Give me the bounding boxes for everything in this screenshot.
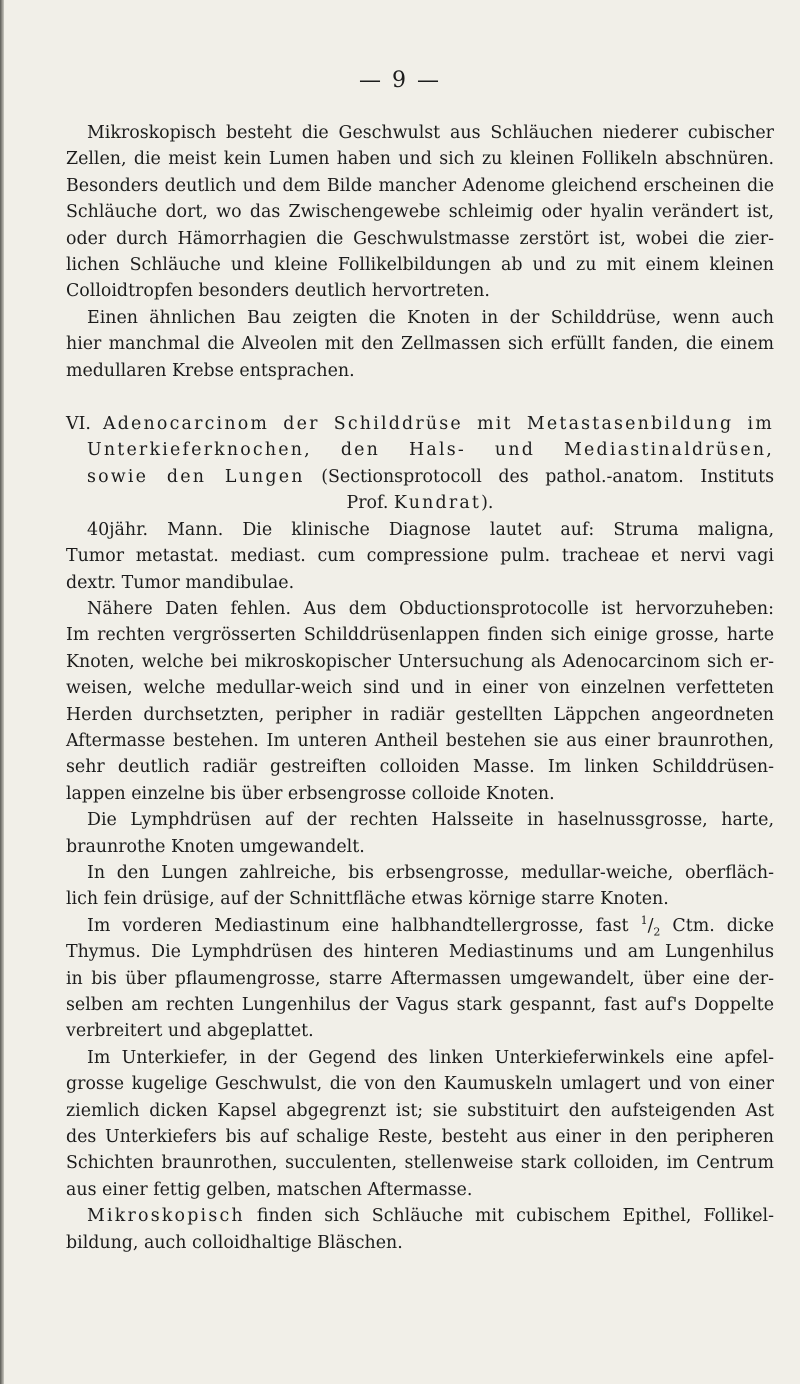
text-line: verbreitert und abgeplattet.	[66, 1021, 314, 1042]
text-line: ziemlich dicken Kapsel abgegrenzt ist; sie substituirt den aufsteigenden Ast	[66, 1100, 774, 1121]
text-line: Colloidtropfen besonders deutlich hervortreten.	[66, 281, 490, 302]
heading-prof: Prof.	[346, 493, 394, 514]
text-fragment: Im vorderen Mediastinum eine halbhandtellergrosse, fast	[87, 915, 641, 936]
text-line: Aftermasse bestehen. Im unteren Antheil bestehen sie aus einer braunrothen,	[66, 730, 774, 751]
heading-title-spaced: Adenocarcinom der Schilddrüse mit Metastasenbildung im	[102, 414, 774, 435]
page-spine-edge	[0, 0, 4, 1384]
text-line: des Unterkiefers bis auf schalige Reste, besteht aus einer in den peripheren	[66, 1127, 774, 1148]
text-line: Herden durchsetzten, peripher in radiär gestellten Läppchen angeordneten	[66, 704, 774, 725]
text-line: Thymus. Die Lymphdrüsen des hinteren Mediastinums und am Lungenhilus	[66, 942, 774, 963]
text-line: Im Unterkiefer, in der Gegend des linken Unterkieferwinkels eine apfel-	[87, 1047, 774, 1068]
text-line: Tumor metastat. mediast. cum compressione pulm. tracheae et nervi vagi	[66, 546, 774, 567]
heading-spaced-part: sowie den Lungen	[87, 466, 305, 487]
text-line: lappen einzelne bis über erbsengrosse colloide Knoten.	[66, 783, 555, 804]
text-line: grosse kugelige Geschwulst, die von den Kaumuskeln umlagert und von einer	[66, 1074, 774, 1095]
text-line: bildung, auch colloidhaltige Bläschen.	[66, 1232, 403, 1253]
text-line: dextr. Tumor mandibulae.	[66, 572, 295, 593]
text-line: Die Lymphdrüsen auf der rechten Halsseite in haselnussgrosse, harte,	[87, 810, 774, 831]
body-text	[66, 120, 774, 1256]
text-line: hier manchmal die Alveolen mit den Zellmassen sich erfüllt fanden, die einem	[66, 334, 774, 355]
fraction-numerator: 1	[640, 913, 648, 927]
case-heading	[66, 411, 774, 517]
heading-author: Kundrat	[393, 493, 482, 514]
paragraph-mandible	[66, 1045, 774, 1203]
text-line: Schläuche dort, wo das Zwischengewebe schleimig oder hyalin verändert ist,	[66, 202, 774, 223]
text-line: Besonders deutlich und dem Bilde mancher Adenome gleichend erscheinen die	[66, 175, 774, 196]
section-gap	[66, 384, 774, 411]
text-line: Mikroskopisch besteht die Geschwulst aus Schläuchen niederer cubischer	[87, 123, 774, 143]
heading-line: Unterkieferknochen, den Hals- und Mediastinaldrüsen,	[87, 440, 774, 461]
heading-line	[66, 490, 774, 516]
text-line: Nähere Daten fehlen. Aus dem Obductionsprotocolle ist hervorzuheben:	[87, 598, 774, 619]
paragraph-microscopy	[66, 120, 774, 305]
text-line: lich fein drüsige, auf der Schnittfläche etwas körnige starre Knoten.	[66, 889, 669, 910]
paragraph-lungs	[66, 860, 774, 913]
page-number: — 9 —	[359, 68, 441, 93]
text-line: Zellen, die meist kein Lumen haben und sich zu kleinen Follikeln abschnüren.	[66, 149, 774, 170]
paragraph-microscopy-findings	[66, 1203, 774, 1256]
fraction-denominator: 2	[653, 925, 661, 939]
text-line: Knoten, welche bei mikroskopischer Untersuchung als Adenocarcinom sich er-	[66, 651, 774, 672]
text-line: lichen Schläuche und kleine Follikelbildungen ab und zu mit einem kleinen	[66, 255, 774, 276]
text-line: braunrothe Knoten umgewandelt.	[66, 836, 365, 857]
fraction-slash: /	[647, 915, 654, 936]
text-line	[66, 913, 774, 939]
paragraph-thyroid-nodes	[66, 305, 774, 384]
text-line: sehr deutlich radiär gestreiften colloiden Masse. Im linken Schilddrüsen-	[66, 757, 774, 778]
text-line: in bis über pflaumengrosse, starre Aftermassen umgewandelt, über eine der-	[66, 968, 774, 989]
paragraph-lymph-nodes	[66, 807, 774, 860]
heading-close: ).	[481, 493, 494, 514]
heading-numeral: VI.	[66, 414, 103, 435]
spaced-word: Mikroskopisch	[87, 1206, 245, 1227]
text-line: In den Lungen zahlreiche, bis erbsengrosse, medullar-weiche, oberfläch-	[87, 862, 774, 883]
text-line: Einen ähnlichen Bau zeigten die Knoten in der Schilddrüse, wenn auch	[87, 307, 774, 328]
heading-source: (Sectionsprotocoll des pathol.-anatom. Instituts	[304, 466, 775, 487]
text-line: 40jähr. Mann. Die klinische Diagnose lautet auf: Struma maligna,	[87, 519, 774, 540]
heading-line	[66, 411, 774, 437]
text-line	[66, 1203, 774, 1229]
text-line: aus einer fettig gelben, matschen Aftermasse.	[66, 1179, 473, 1200]
paragraph-mediastinum	[66, 913, 774, 1045]
text-line: weisen, welche medullar-weich sind und in einer von einzelnen verfetteten	[66, 678, 774, 699]
text-line: selben am rechten Lungenhilus der Vagus stark gespannt, fast auf's Doppelte	[66, 995, 774, 1015]
text-line: Schichten braunrothen, succulenten, stellenweise stark colloiden, im Centrum	[66, 1153, 774, 1174]
text-fragment: finden sich Schläuche mit cubischem Epithel, Follikel-	[244, 1206, 774, 1227]
text-line: medullaren Krebse entsprachen.	[66, 360, 355, 381]
text-line: Im rechten vergrösserten Schilddrüsenlappen finden sich einige grosse, harte	[66, 625, 774, 646]
heading-line	[66, 464, 774, 490]
paragraph-diagnosis	[66, 517, 774, 596]
text-fragment: Ctm. dicke	[660, 915, 775, 936]
text-line: oder durch Hämorrhagien die Geschwulstmasse zerstört ist, wobei die zier-	[66, 228, 774, 249]
paragraph-obduction	[66, 596, 774, 807]
